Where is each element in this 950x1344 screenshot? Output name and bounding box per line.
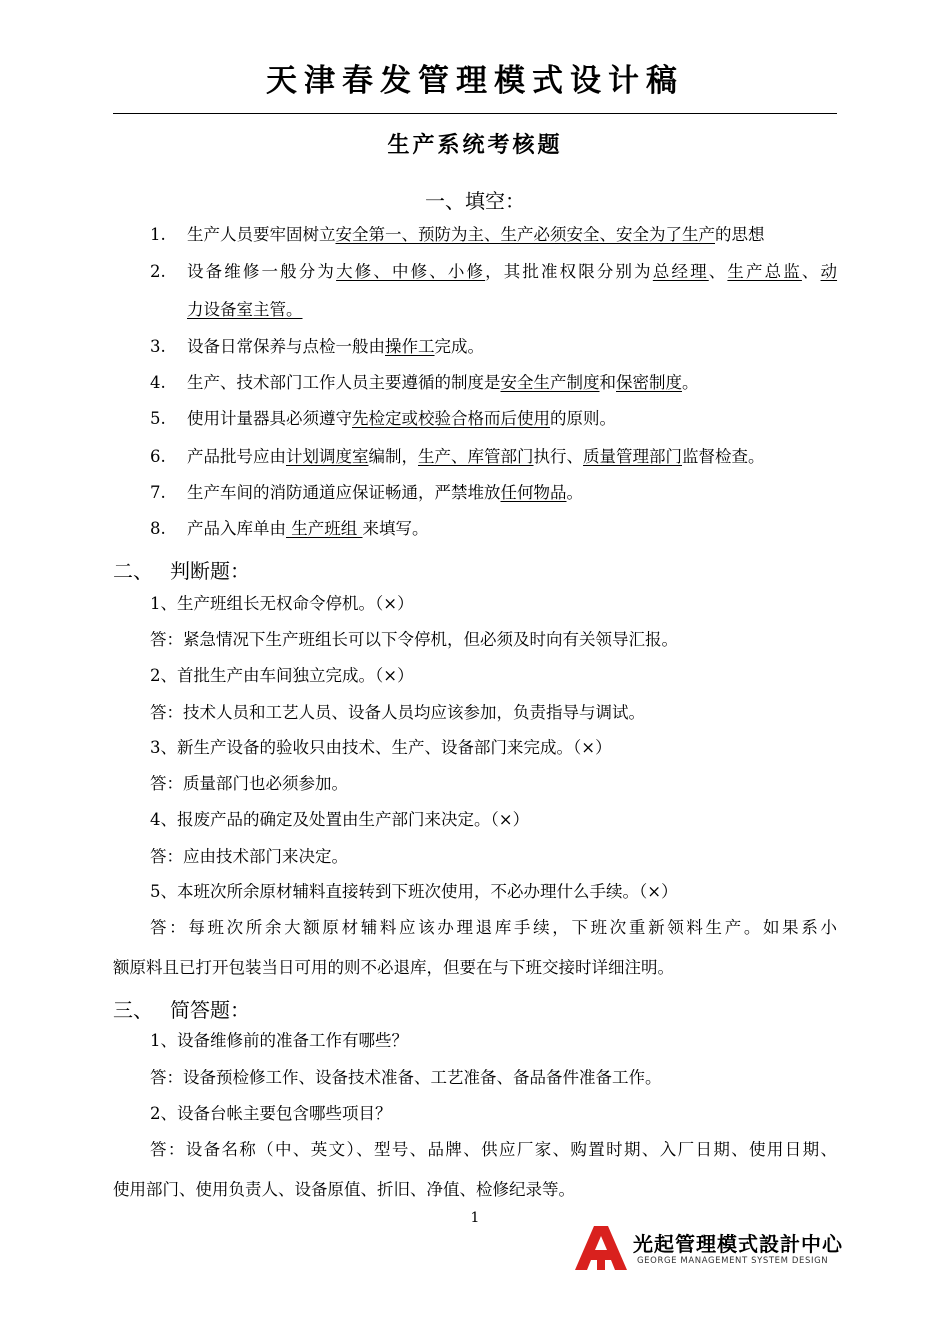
answer-blank: 生产总监	[727, 262, 802, 281]
page-number: 1	[470, 1210, 480, 1226]
answer-blank: 计划调度室	[286, 447, 369, 466]
item-number: 7.	[150, 483, 166, 502]
short-answer-question-1: 1、设备维修前的准备工作有哪些？	[150, 1031, 408, 1050]
short-answer-answer-2: 答：设备名称（中、英文）、型号、品牌、供应厂家、购置时期、入厂日期、使用日期、	[150, 1140, 837, 1159]
answer-blank: 大修、中修、小修	[336, 262, 486, 281]
item-number: 1.	[150, 225, 166, 244]
judgement-question-1: 1、生产班组长无权命令停机。（×）	[150, 594, 414, 613]
answer-blank: 生产班组	[286, 519, 363, 538]
section-heading-fill-blank: 一、填空：	[425, 189, 525, 213]
item-number: 3.	[150, 337, 166, 356]
logo-chinese-name: 光起管理模式設計中心	[633, 1232, 843, 1256]
answer-blank: 质量管理部门	[583, 447, 682, 466]
judgement-answer-3: 答：质量部门也必须参加。	[150, 774, 348, 793]
answer-blank: 保密制度	[616, 373, 682, 392]
answer-blank: 总经理	[652, 262, 709, 281]
judgement-answer-5-continued: 额原料且已打开包装当日可用的则不必退库，但要在与下班交接时详细注明。	[113, 958, 674, 977]
item-number: 2.	[150, 262, 166, 281]
footer-logo	[575, 1222, 843, 1272]
section-heading-short-answer: 三、 简答题：	[113, 998, 250, 1022]
fill-item-2-continued	[187, 302, 303, 319]
answer-blank: 力设备室主管。	[187, 300, 303, 319]
answer-blank: 安全生产制度	[500, 373, 600, 392]
item-number: 8.	[150, 519, 166, 538]
answer-blank: 先检定或校验合格而后使用	[352, 409, 550, 428]
document-title: 生产系统考核题	[387, 133, 563, 158]
short-answer-answer-1: 答：设备预检修工作、设备技术准备、工艺准备、备品备件准备工作。	[150, 1068, 662, 1087]
header-divider	[113, 113, 837, 114]
answer-blank: 生产、库管部门	[418, 447, 534, 466]
answer-blank: 任何物品	[500, 483, 567, 502]
judgement-question-2: 2、首批生产由车间独立完成。（×）	[150, 666, 414, 685]
logo-a-icon	[575, 1226, 627, 1270]
judgement-answer-4: 答：应由技术部门来决定。	[150, 847, 348, 866]
answer-blank: 动	[820, 262, 838, 281]
judgement-question-3: 3、新生产设备的验收只由技术、生产、设备部门来完成。（×）	[150, 738, 612, 757]
item-number: 4.	[150, 373, 166, 392]
logo-english-name: GEORGE MANAGEMENT SYSTEM DESIGN	[637, 1256, 829, 1266]
judgement-answer-5: 答：每班次所余大额原材辅料应该办理退库手续，下班次重新领料生产。如果系小	[150, 918, 837, 937]
judgement-answer-2: 答：技术人员和工艺人员、设备人员均应该参加，负责指导与调试。	[150, 703, 645, 722]
header-title: 天津春发管理模式设计稿	[266, 63, 684, 99]
judgement-question-5: 5、本班次所余原材辅料直接转到下班次使用，不必办理什么手续。（×）	[150, 882, 678, 901]
judgement-question-4: 4、报废产品的确定及处置由生产部门来决定。（×）	[150, 810, 530, 829]
item-number: 5.	[150, 409, 166, 428]
short-answer-question-2: 2、设备台帐主要包含哪些项目？	[150, 1104, 392, 1123]
answer-blank: 操作工	[385, 337, 435, 356]
answer-blank: 安全第一、预防为主、生产必须安全、安全为了生产	[335, 225, 715, 244]
item-number: 6.	[150, 447, 166, 466]
short-answer-answer-2-continued: 使用部门、使用负责人、设备原值、折旧、净值、检修纪录等。	[113, 1180, 575, 1199]
judgement-answer-1: 答：紧急情况下生产班组长可以下令停机，但必须及时向有关领导汇报。	[150, 630, 678, 649]
section-heading-judgement: 二、 判断题：	[113, 559, 250, 583]
